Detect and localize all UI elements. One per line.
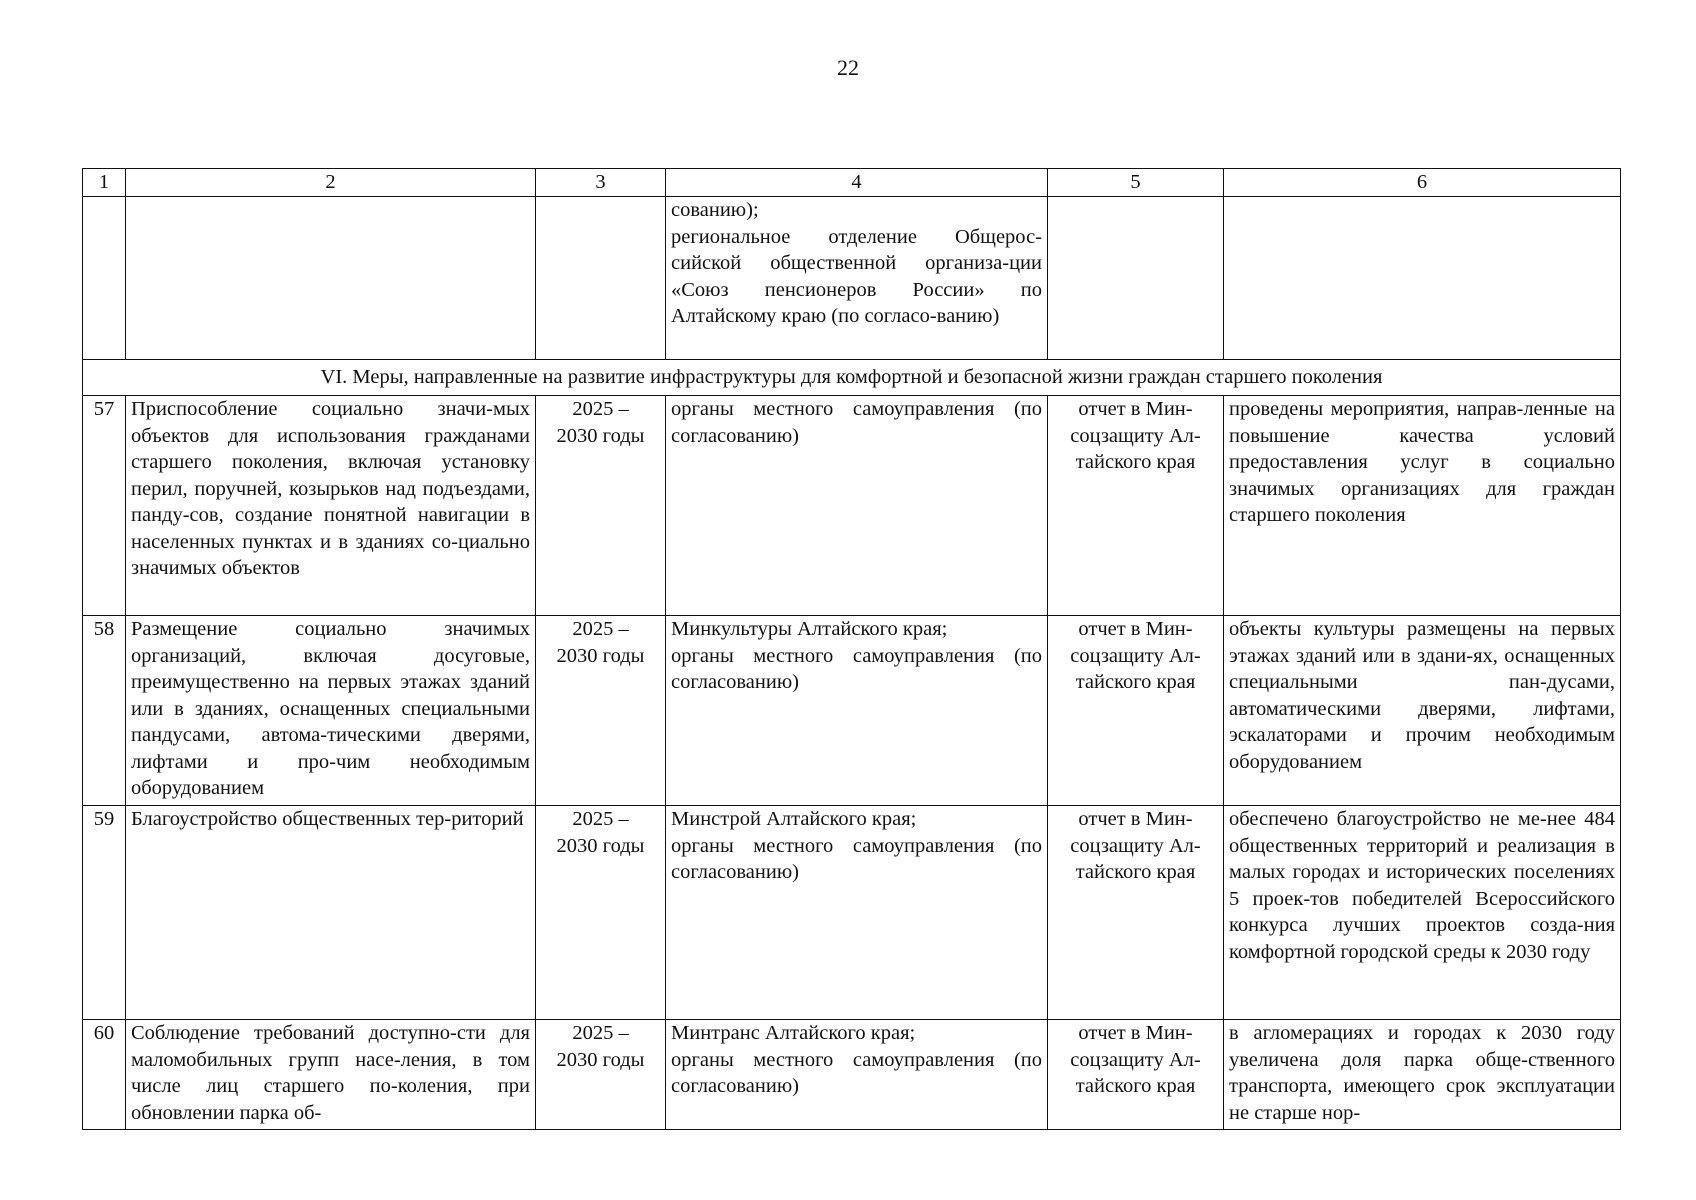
table-row: [83, 806, 1621, 1020]
period-cell: 2025 – 2030 годы: [536, 806, 666, 1020]
header-cell: 5: [1048, 169, 1224, 197]
table-row: [83, 1020, 1621, 1130]
measure-cell: Соблюдение требований доступно-сти для маломобильных групп насе-ления, в том числе лиц старшего по-коления, при обновлении парка об-: [126, 1020, 536, 1130]
measure-cell: Благоустройство общественных тер-риторий: [126, 806, 536, 1020]
executors-cell: Минкультуры Алтайского края; органы местного самоуправления (по согласованию): [666, 616, 1048, 806]
header-row: [83, 169, 1621, 197]
header-cell: 3: [536, 169, 666, 197]
empty-cell: [126, 197, 536, 360]
section-row: [83, 360, 1621, 396]
row-number: 60: [83, 1020, 126, 1130]
measure-cell: Приспособление социально значи-мых объектов для использования гражданами старшего поколения, включая установку перил, поручней, козырьков над подъездами, панду-сов, создание понятной навигации в населенных пунктах и в зданиях со-циально значимых объектов: [126, 396, 536, 616]
table-row: [83, 616, 1621, 806]
header-cell: 4: [666, 169, 1048, 197]
period-cell: 2025 – 2030 годы: [536, 396, 666, 616]
executors-cell: Минтранс Алтайского края; органы местного самоуправления (по согласованию): [666, 1020, 1048, 1130]
period-cell: 2025 – 2030 годы: [536, 1020, 666, 1130]
result-cell: в агломерациях и городах к 2030 году увеличена доля парка обще-ственного транспорта, имеющего срок эксплуатации не старше нор-: [1224, 1020, 1621, 1130]
measures-table: [82, 168, 1621, 1130]
measure-cell: Размещение социально значимых организаций, включая досуговые, преимущественно на первых этажах зданий или в зданиях, оснащенных специальными пандусами, автома-тическими дверями, лифтами и про-чим необходимым оборудованием: [126, 616, 536, 806]
result-cell: объекты культуры размещены на первых этажах зданий или в здани-ях, оснащенных специальными пан-дусами, автоматическими дверями, лифтами, эскалаторами и прочим необходимым оборудованием: [1224, 616, 1621, 806]
empty-cell: [83, 197, 126, 360]
report-cell: отчет в Мин-соцзащиту Ал-тайского края: [1048, 1020, 1224, 1130]
page-number: 22: [837, 55, 859, 80]
result-cell: обеспечено благоустройство не ме-нее 484 общественных территорий и реализация в малых городах и исторических поселениях 5 проек-тов победителей Всероссийского конкурса лучших проектов созда-ния комфортной городской среды к 2030 году: [1224, 806, 1621, 1020]
row-number: 58: [83, 616, 126, 806]
empty-cell: [536, 197, 666, 360]
section-title: VI. Меры, направленные на развитие инфраструктуры для комфортной и безопасной жизни граждан старшего поколения: [83, 360, 1621, 396]
report-cell: отчет в Мин-соцзащиту Ал-тайского края: [1048, 616, 1224, 806]
header-cell: 1: [83, 169, 126, 197]
executors-cell: Минстрой Алтайского края; органы местного самоуправления (по согласованию): [666, 806, 1048, 1020]
report-cell: отчет в Мин-соцзащиту Ал-тайского края: [1048, 806, 1224, 1020]
header-cell: 2: [126, 169, 536, 197]
header-cell: 6: [1224, 169, 1621, 197]
executors-cell: органы местного самоуправления (по согласованию): [666, 396, 1048, 616]
empty-cell: [1048, 197, 1224, 360]
period-cell: 2025 – 2030 годы: [536, 616, 666, 806]
continuation-row: [83, 197, 1621, 360]
executors-cell: сованию); региональное отделение Общерос-сийской общественной организа-ции «Союз пенсионеров России» по Алтайскому краю (по согласо-ванию): [666, 197, 1048, 360]
row-number: 59: [83, 806, 126, 1020]
empty-cell: [1224, 197, 1621, 360]
table-row: [83, 396, 1621, 616]
row-number: 57: [83, 396, 126, 616]
result-cell: проведены мероприятия, направ-ленные на повышение качества условий предоставления услуг в социально значимых организациях для граждан старшего поколения: [1224, 396, 1621, 616]
report-cell: отчет в Мин-соцзащиту Ал-тайского края: [1048, 396, 1224, 616]
